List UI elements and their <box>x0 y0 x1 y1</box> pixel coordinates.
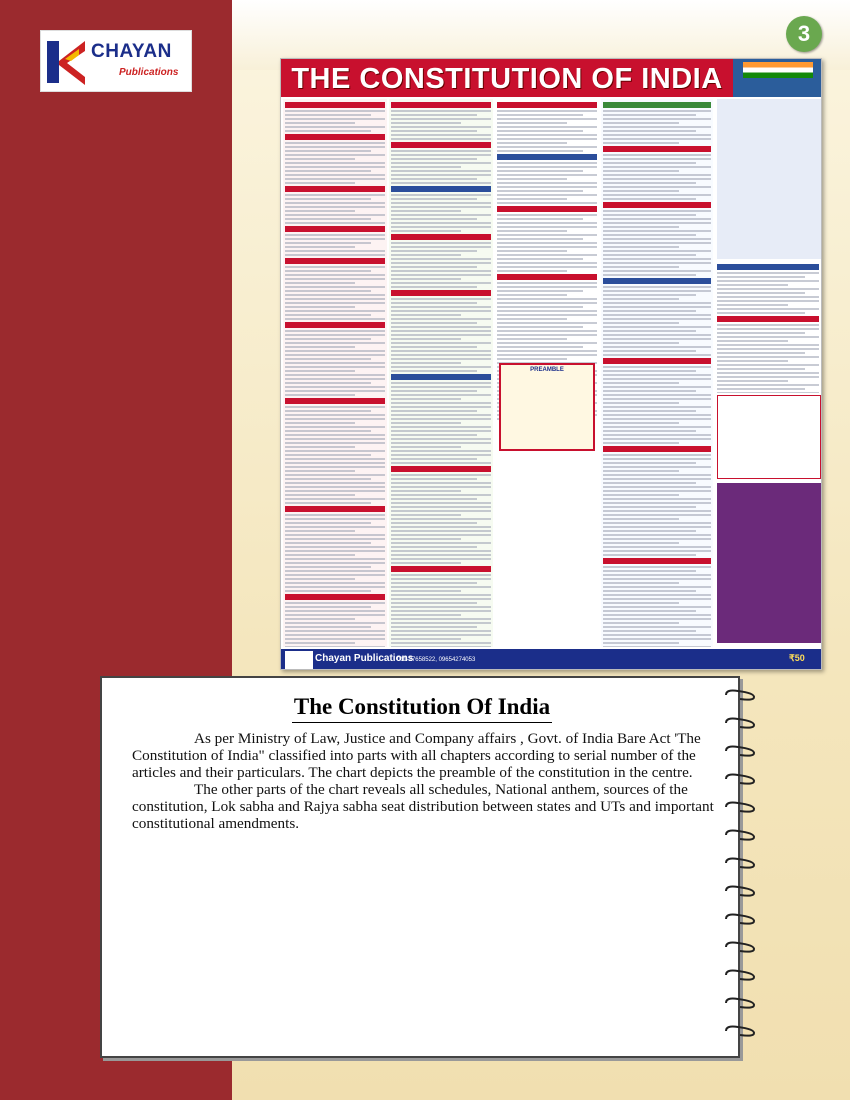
spiral-ring-icon <box>724 744 758 758</box>
chayan-logo-icon <box>45 37 89 87</box>
national-anthem-panel <box>717 99 821 259</box>
seat-distribution-table <box>717 395 821 479</box>
spiral-ring-icon <box>724 688 758 702</box>
spiral-ring-icon <box>724 716 758 730</box>
spiral-ring-icon <box>724 800 758 814</box>
page-number-badge: 3 <box>786 16 822 52</box>
footer-logo <box>285 651 313 669</box>
spiral-ring-icon <box>724 940 758 954</box>
preamble-box <box>499 363 595 451</box>
spiral-ring-icon <box>724 1024 758 1038</box>
logo-subtitle: Publications <box>119 67 179 78</box>
card-body <box>132 730 722 832</box>
footer-phone: 011-27658522, 09654274053 <box>397 657 476 663</box>
indian-flag-icon <box>743 62 813 78</box>
spiral-ring-icon <box>724 856 758 870</box>
spiral-ring-icon <box>724 996 758 1010</box>
amendments-panel <box>717 483 821 643</box>
description-card <box>100 676 740 1058</box>
poster-price: ₹50 <box>789 653 805 663</box>
card-paragraph-2: The other parts of the chart reveals all schedules, National anthem, sources of the constitution, Lok sabha and Rajya sabha seat distribution between states and UTs and important constitutional amendments. <box>132 781 714 832</box>
spiral-ring-icon <box>724 968 758 982</box>
publisher-logo <box>40 30 192 92</box>
poster-title: THE CONSTITUTION OF INDIA <box>291 63 723 95</box>
title-underline <box>292 722 552 723</box>
card-paragraph-1: As per Ministry of Law, Justice and Company affairs , Govt. of India Bare Act 'The Constitution of India" classified into parts with all chapters according to serial number of the articles and their particulars. The chart depicts the preamble of the constitution in the centre. <box>132 730 701 781</box>
poster-column-5 <box>715 261 821 393</box>
logo-name: CHAYAN <box>91 41 172 62</box>
poster-column-1 <box>283 99 387 647</box>
preamble-title: PREAMBLE <box>530 367 564 373</box>
constitution-poster <box>280 58 822 670</box>
card-title: The Constitution Of India <box>293 694 551 719</box>
spiral-ring-icon <box>724 828 758 842</box>
poster-column-2 <box>389 99 493 647</box>
spiral-ring-icon <box>724 912 758 926</box>
spiral-ring-icon <box>724 884 758 898</box>
footer-publisher: Chayan Publications <box>315 653 414 664</box>
spiral-ring-icon <box>724 772 758 786</box>
poster-column-4 <box>601 99 713 647</box>
